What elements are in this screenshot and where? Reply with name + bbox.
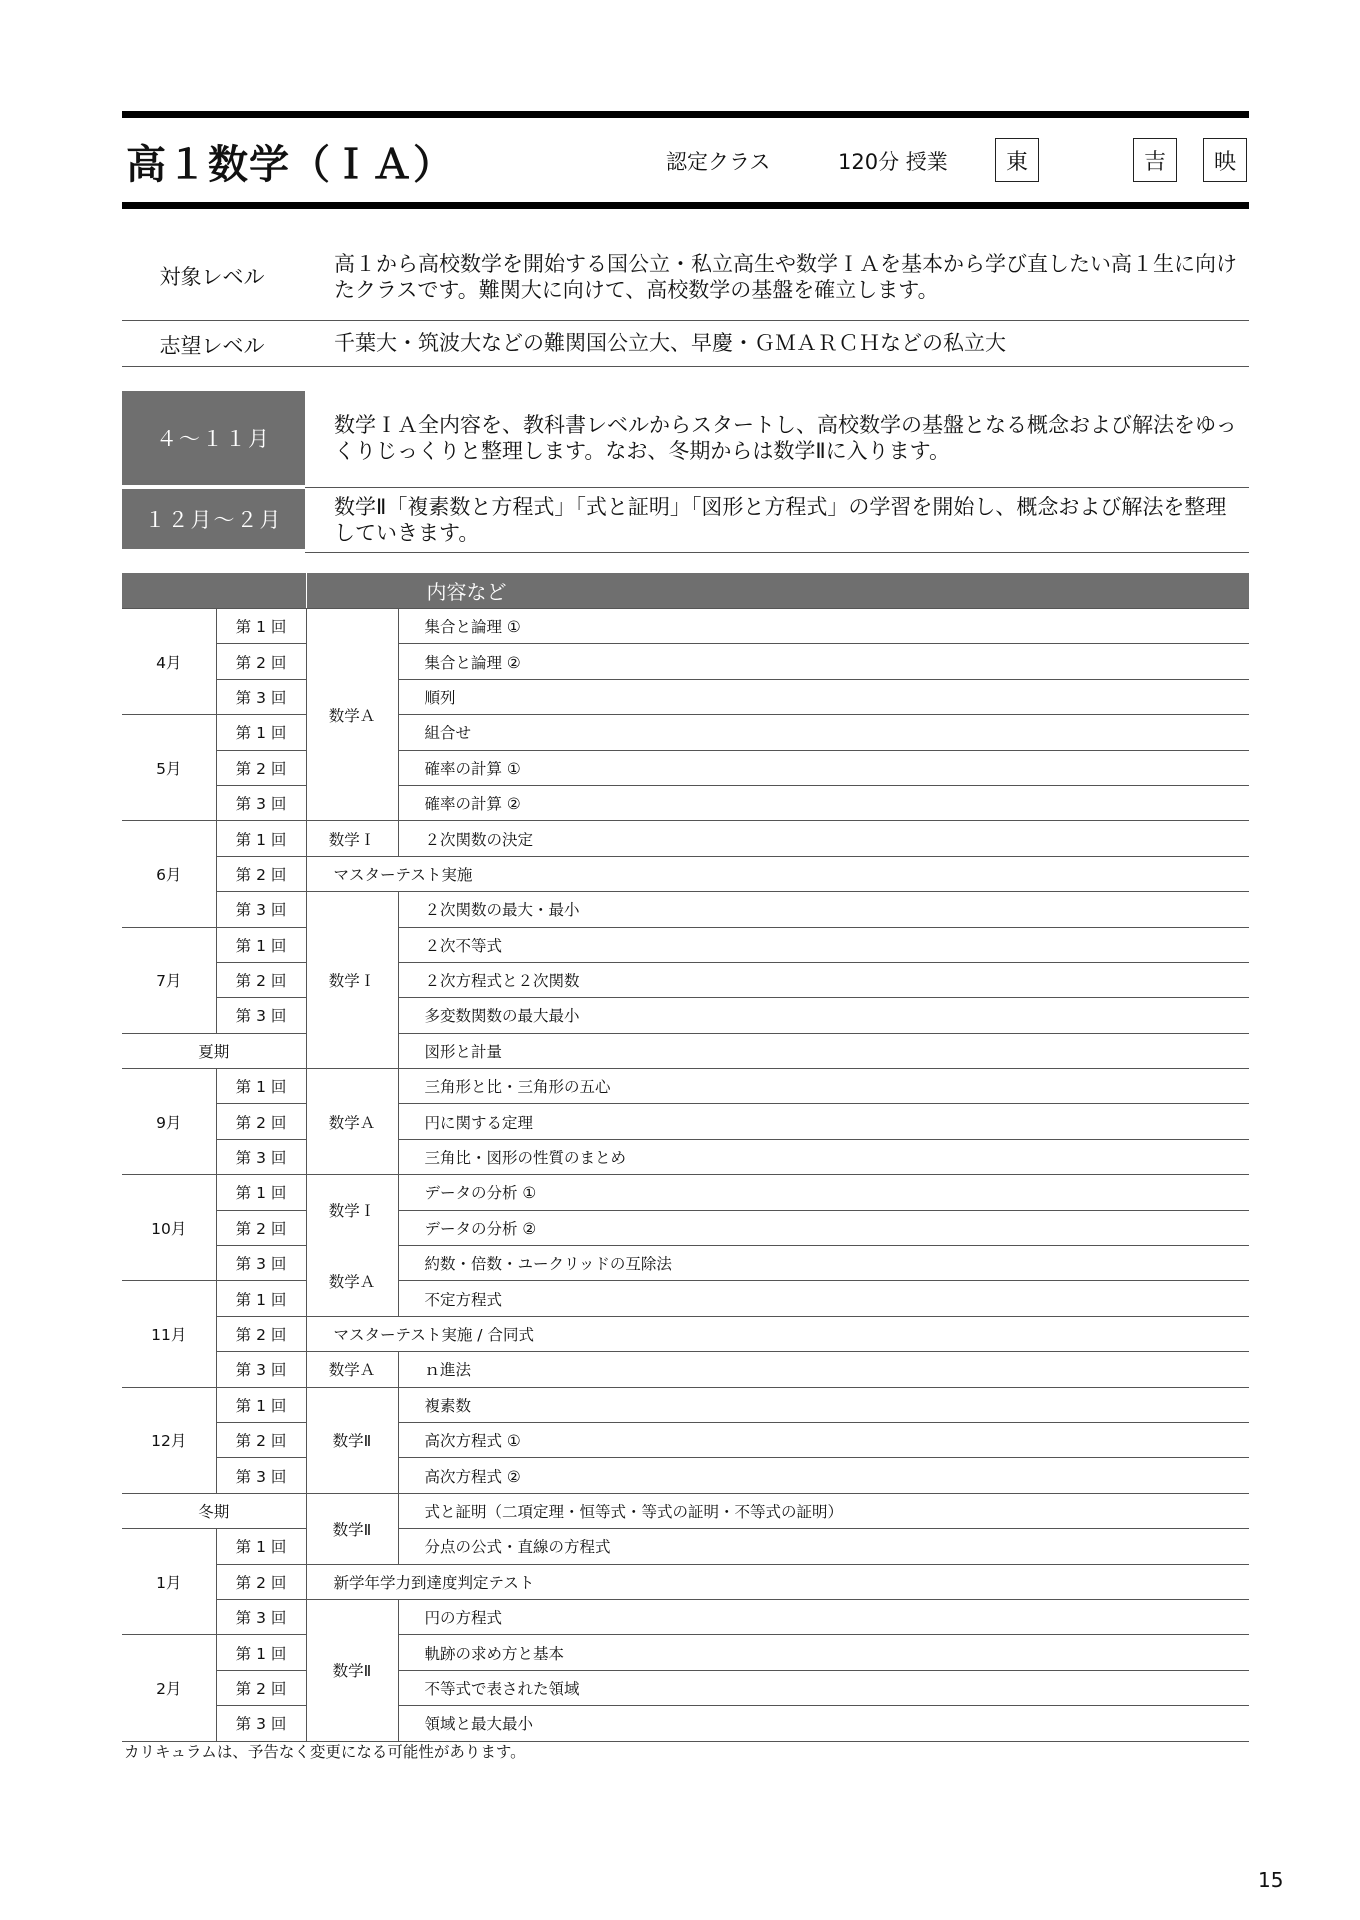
- table-row: [122, 821, 1249, 856]
- table-row: [122, 1175, 1249, 1210]
- session-cell: 第 1 回: [216, 1281, 306, 1316]
- session-cell: 第 3 回: [216, 679, 306, 714]
- session-cell: 第 3 回: [216, 1599, 306, 1634]
- month-cell: 7月: [122, 927, 216, 1033]
- subject-cell: 数学Ｉ: [306, 821, 398, 856]
- session-cell: 第 3 回: [216, 1352, 306, 1387]
- period-text-dec-feb: 数学Ⅱ「複素数と方程式」「式と証明」「図形と方程式」の学習を開始し、概念および解法を整理していきます。: [334, 495, 1227, 545]
- table-row: [122, 1635, 1249, 1670]
- table-row: [122, 1352, 1249, 1387]
- table-row: [122, 1706, 1249, 1741]
- month-cell: 4月: [122, 609, 216, 715]
- session-cell: 第 1 回: [216, 927, 306, 962]
- content-cell: 集合と論理 ②: [398, 644, 1249, 679]
- table-row: [122, 609, 1249, 644]
- month-cell: 6月: [122, 821, 216, 927]
- campus-badge-ei: 映: [1203, 138, 1247, 182]
- season-cell: 冬期: [122, 1493, 306, 1528]
- session-cell: 第 2 回: [216, 750, 306, 785]
- month-cell: 12月: [122, 1387, 216, 1493]
- content-cell: ２次関数の決定: [398, 821, 1249, 856]
- session-cell: 第 2 回: [216, 962, 306, 997]
- session-cell: 第 1 回: [216, 715, 306, 750]
- content-cell: 円の方程式: [398, 1599, 1249, 1634]
- table-row: [122, 644, 1249, 679]
- month-cell: 9月: [122, 1069, 216, 1175]
- table-row: [122, 1493, 1249, 1528]
- table-row: [122, 679, 1249, 714]
- session-cell: 第 2 回: [216, 1104, 306, 1139]
- session-cell: 第 2 回: [216, 1210, 306, 1245]
- table-row: [122, 1387, 1249, 1422]
- session-cell: 第 2 回: [216, 856, 306, 891]
- content-cell: 約数・倍数・ユークリッドの互除法: [398, 1246, 1249, 1281]
- subject-cell: 数学Ａ: [306, 609, 398, 821]
- table-row: [122, 892, 1249, 927]
- table-row: [122, 1104, 1249, 1139]
- subject-cell: 数学Ｉ: [306, 892, 398, 1069]
- subject-cell: 数学Ｉ: [306, 1175, 398, 1246]
- content-cell: マスターテスト実施: [306, 856, 1249, 891]
- content-cell: ２次関数の最大・最小: [398, 892, 1249, 927]
- subject-cell: 数学Ⅱ: [306, 1387, 398, 1493]
- table-row: [122, 1599, 1249, 1634]
- content-cell: ２次方程式と２次関数: [398, 962, 1249, 997]
- content-cell: 高次方程式 ①: [398, 1422, 1249, 1457]
- session-cell: 第 1 回: [216, 821, 306, 856]
- table-row: [122, 1139, 1249, 1174]
- session-cell: 第 3 回: [216, 998, 306, 1033]
- content-cell: 図形と計量: [398, 1033, 1249, 1068]
- content-cell: 円に関する定理: [398, 1104, 1249, 1139]
- curriculum-table: [122, 573, 1249, 1742]
- campus-badge-higashi: 東: [995, 138, 1039, 182]
- session-cell: 第 2 回: [216, 644, 306, 679]
- header-bottom-rule: [122, 202, 1249, 209]
- content-cell: 分点の公式・直線の方程式: [398, 1529, 1249, 1564]
- subject-cell: 数学Ａ: [306, 1352, 398, 1387]
- session-cell: 第 3 回: [216, 1706, 306, 1741]
- content-cell: 多変数関数の最大最小: [398, 998, 1249, 1033]
- subject-cell: 数学Ａ: [306, 1069, 398, 1175]
- content-cell: 不定方程式: [398, 1281, 1249, 1316]
- content-cell: ２次不等式: [398, 927, 1249, 962]
- session-cell: 第 1 回: [216, 1175, 306, 1210]
- table-header-row: [122, 573, 1249, 609]
- page-number: 15: [1258, 1868, 1284, 1892]
- top-rule: [122, 111, 1249, 118]
- period-text-apr-nov: 数学ＩＡ全内容を、教科書レベルからスタートし、高校数学の基盤となる概念および解法をゆっくりじっくりと整理します。なお、冬期からは数学Ⅱに入ります。: [334, 413, 1237, 463]
- content-cell: マスターテスト実施 / 合同式: [306, 1316, 1249, 1351]
- content-cell: 三角形と比・三角形の五心: [398, 1069, 1249, 1104]
- table-row: [122, 927, 1249, 962]
- content-cell: 式と証明（二項定理・恒等式・等式の証明・不等式の証明）: [398, 1493, 1249, 1528]
- table-row: [122, 1422, 1249, 1457]
- content-cell: 組合せ: [398, 715, 1249, 750]
- campus-badge-kichi: 吉: [1133, 138, 1177, 182]
- content-cell: 確率の計算 ①: [398, 750, 1249, 785]
- table-row: [122, 962, 1249, 997]
- content-cell: 高次方程式 ②: [398, 1458, 1249, 1493]
- month-cell: 2月: [122, 1635, 216, 1741]
- month-cell: 5月: [122, 715, 216, 821]
- target-level-label: 対象レベル: [159, 265, 265, 289]
- content-cell: データの分析 ②: [398, 1210, 1249, 1245]
- divider: [122, 320, 1249, 321]
- table-row: [122, 1529, 1249, 1564]
- aspiration-level-label: 志望レベル: [159, 334, 265, 358]
- session-cell: 第 1 回: [216, 609, 306, 644]
- table-row: [122, 1458, 1249, 1493]
- target-level-text: 高１から高校数学を開始する国公立・私立高生や数学ＩＡを基本から学び直したい高１生に向けたクラスです。難関大に向けて、高校数学の基盤を確立します。: [334, 252, 1237, 302]
- session-cell: 第 2 回: [216, 1564, 306, 1599]
- divider: [305, 487, 1249, 488]
- period-label-apr-nov: ４～１１月: [122, 391, 305, 485]
- table-row: [122, 750, 1249, 785]
- session-cell: 第 1 回: [216, 1387, 306, 1422]
- content-cell: 三角比・図形の性質のまとめ: [398, 1139, 1249, 1174]
- content-cell: データの分析 ①: [398, 1175, 1249, 1210]
- class-type: 認定クラス: [666, 150, 771, 174]
- session-cell: 第 2 回: [216, 1316, 306, 1351]
- content-cell: 不等式で表された領域: [398, 1670, 1249, 1705]
- session-cell: 第 2 回: [216, 1670, 306, 1705]
- content-cell: 新学年学力到達度判定テスト: [306, 1564, 1249, 1599]
- table-row: [122, 856, 1249, 891]
- table-row: [122, 715, 1249, 750]
- duration: 120分 授業: [838, 150, 948, 174]
- session-cell: 第 3 回: [216, 785, 306, 820]
- curriculum-note: カリキュラムは、予告なく変更になる可能性があります。: [124, 1743, 526, 1761]
- session-cell: 第 3 回: [216, 892, 306, 927]
- table-header-blank: [122, 573, 306, 609]
- content-cell: ｎ進法: [398, 1352, 1249, 1387]
- session-cell: 第 3 回: [216, 1139, 306, 1174]
- content-cell: 領域と最大最小: [398, 1706, 1249, 1741]
- table-row: [122, 1033, 1249, 1068]
- divider: [122, 366, 1249, 367]
- table-row: [122, 1210, 1249, 1245]
- divider: [305, 552, 1249, 553]
- content-cell: 複素数: [398, 1387, 1249, 1422]
- table-row: [122, 1670, 1249, 1705]
- session-cell: 第 1 回: [216, 1635, 306, 1670]
- subject-cell: 数学Ⅱ: [306, 1599, 398, 1741]
- session-cell: 第 3 回: [216, 1458, 306, 1493]
- table-row: [122, 785, 1249, 820]
- season-cell: 夏期: [122, 1033, 306, 1068]
- table-row: [122, 1281, 1249, 1316]
- period-label-dec-feb: １２月～２月: [122, 489, 305, 549]
- table-row: [122, 1069, 1249, 1104]
- table-row: [122, 998, 1249, 1033]
- month-cell: 10月: [122, 1175, 216, 1281]
- table-row: [122, 1564, 1249, 1599]
- table-row: [122, 1246, 1249, 1281]
- page-title: 高１数学（ＩＡ）: [126, 142, 454, 188]
- table-row: [122, 1316, 1249, 1351]
- table-header-contents: 内容など: [306, 573, 1249, 609]
- aspiration-level-text: 千葉大・筑波大などの難関国公立大、早慶・ＧＭＡＲＣＨなどの私立大: [334, 331, 1006, 355]
- session-cell: 第 1 回: [216, 1069, 306, 1104]
- subject-cell: 数学Ａ: [306, 1246, 398, 1317]
- subject-cell: 数学Ⅱ: [306, 1493, 398, 1564]
- content-cell: 軌跡の求め方と基本: [398, 1635, 1249, 1670]
- session-cell: 第 2 回: [216, 1422, 306, 1457]
- content-cell: 確率の計算 ②: [398, 785, 1249, 820]
- session-cell: 第 3 回: [216, 1246, 306, 1281]
- month-cell: 1月: [122, 1529, 216, 1635]
- content-cell: 集合と論理 ①: [398, 609, 1249, 644]
- content-cell: 順列: [398, 679, 1249, 714]
- session-cell: 第 1 回: [216, 1529, 306, 1564]
- month-cell: 11月: [122, 1281, 216, 1387]
